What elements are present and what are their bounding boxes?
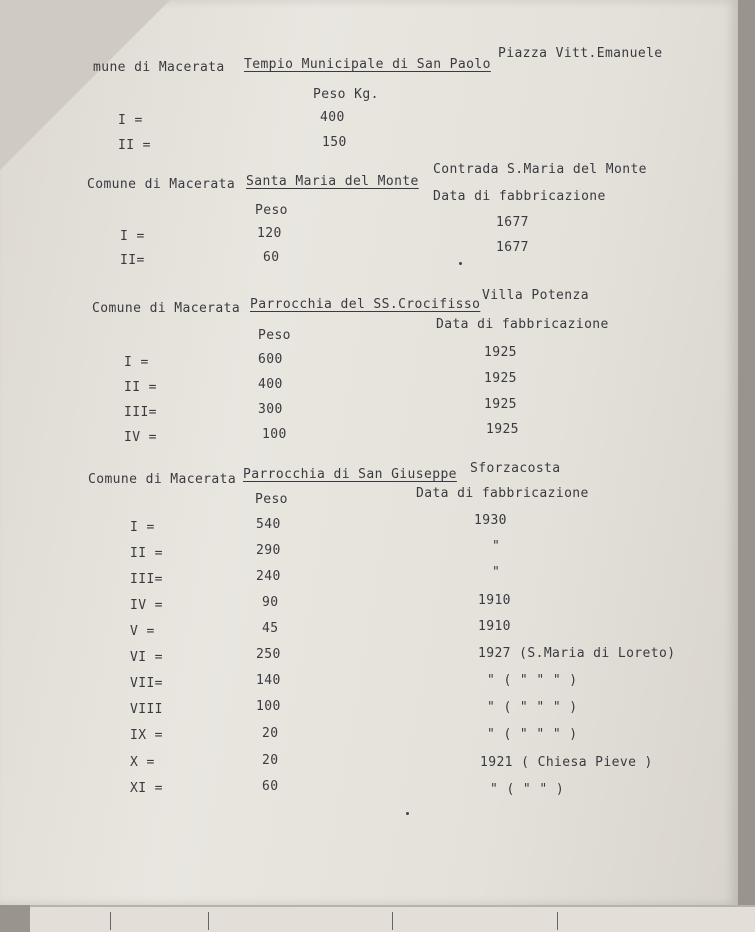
bell-date: 1677 xyxy=(496,240,529,255)
location: Sforzacosta xyxy=(470,461,561,476)
bell-weight: 290 xyxy=(256,543,281,558)
bell-weight: 90 xyxy=(262,595,279,610)
peso-header: Peso Kg. xyxy=(313,87,379,102)
peso-header: Peso xyxy=(258,328,291,343)
comune-label: mune di Macerata xyxy=(93,60,225,75)
bell-date: 1910 xyxy=(478,619,511,634)
bell-weight: 60 xyxy=(262,779,279,794)
bell-number: I = xyxy=(130,520,155,535)
bell-date: 1910 xyxy=(478,593,511,608)
bell-number: IX = xyxy=(130,728,163,743)
bell-weight: 150 xyxy=(322,135,347,150)
bell-number: II = xyxy=(130,546,163,561)
bell-date: 1925 xyxy=(484,371,517,386)
bell-date: 1925 xyxy=(484,345,517,360)
sheet-mark xyxy=(557,912,558,930)
comune-label: Comune di Macerata xyxy=(92,301,241,316)
bell-weight: 600 xyxy=(258,352,283,367)
bell-number: XI = xyxy=(130,781,163,796)
ink-speck xyxy=(459,262,462,265)
bell-date: " ( " " ) xyxy=(490,782,565,797)
bell-date: " xyxy=(492,565,501,580)
sheet-mark xyxy=(110,912,111,930)
bell-weight: 20 xyxy=(262,726,279,741)
bell-number: III= xyxy=(130,572,163,587)
bell-number: I = xyxy=(118,113,143,128)
church-name: Santa Maria del Monte xyxy=(246,174,419,189)
bell-weight: 240 xyxy=(256,569,281,584)
bell-date: 1925 xyxy=(484,397,517,412)
bell-date: 1925 xyxy=(486,422,519,437)
bell-date: 1677 xyxy=(496,215,529,230)
bell-number: I = xyxy=(124,355,149,370)
bell-weight: 400 xyxy=(320,110,345,125)
bell-number: II = xyxy=(124,380,157,395)
date-header: Data di fabbricazione xyxy=(436,317,609,332)
bell-weight: 100 xyxy=(256,699,281,714)
peso-header: Peso xyxy=(255,203,288,218)
bell-number: IV = xyxy=(130,598,163,613)
date-header: Data di fabbricazione xyxy=(433,189,606,204)
bell-date: " xyxy=(492,539,501,554)
location: Piazza Vitt.Emanuele xyxy=(498,46,663,61)
church-name: Tempio Municipale di San Paolo xyxy=(244,57,491,72)
bell-number: II = xyxy=(118,138,151,153)
location: Villa Potenza xyxy=(482,288,589,303)
bell-date: " ( " " " ) xyxy=(487,700,578,715)
bell-number: V = xyxy=(130,624,155,639)
comune-label: Comune di Macerata xyxy=(87,177,236,192)
comune-label: Comune di Macerata xyxy=(88,472,237,487)
bell-number: VII= xyxy=(130,676,163,691)
bell-number: III= xyxy=(124,405,157,420)
church-name: Parrocchia di San Giuseppe xyxy=(243,467,457,482)
sheet-mark xyxy=(208,912,209,930)
bell-date: 1930 xyxy=(474,513,507,528)
bell-date: " ( " " " ) xyxy=(487,673,578,688)
bell-date: 1921 ( Chiesa Pieve ) xyxy=(480,755,653,770)
bell-weight: 250 xyxy=(256,647,281,662)
location: Contrada S.Maria del Monte xyxy=(433,162,647,177)
bell-number: II= xyxy=(120,253,145,268)
bell-weight: 45 xyxy=(262,621,279,636)
bell-weight: 300 xyxy=(258,402,283,417)
church-name: Parrocchia del SS.Crocifisso xyxy=(250,297,481,312)
bell-number: IV = xyxy=(124,430,157,445)
bell-weight: 540 xyxy=(256,517,281,532)
sheet-mark xyxy=(392,912,393,930)
peso-header: Peso xyxy=(255,492,288,507)
bell-weight: 20 xyxy=(262,753,279,768)
ink-speck xyxy=(406,812,409,815)
bell-date: 1927 (S.Maria di Loreto) xyxy=(478,646,676,661)
date-header: Data di fabbricazione xyxy=(416,486,589,501)
bell-weight: 100 xyxy=(262,427,287,442)
bell-number: X = xyxy=(130,755,155,770)
bell-weight: 60 xyxy=(263,250,280,265)
bell-number: VIII xyxy=(130,702,163,717)
bell-number: VI = xyxy=(130,650,163,665)
bell-weight: 120 xyxy=(257,226,282,241)
bell-date: " ( " " " ) xyxy=(487,727,578,742)
bell-weight: 400 xyxy=(258,377,283,392)
bell-weight: 140 xyxy=(256,673,281,688)
bell-number: I = xyxy=(120,229,145,244)
